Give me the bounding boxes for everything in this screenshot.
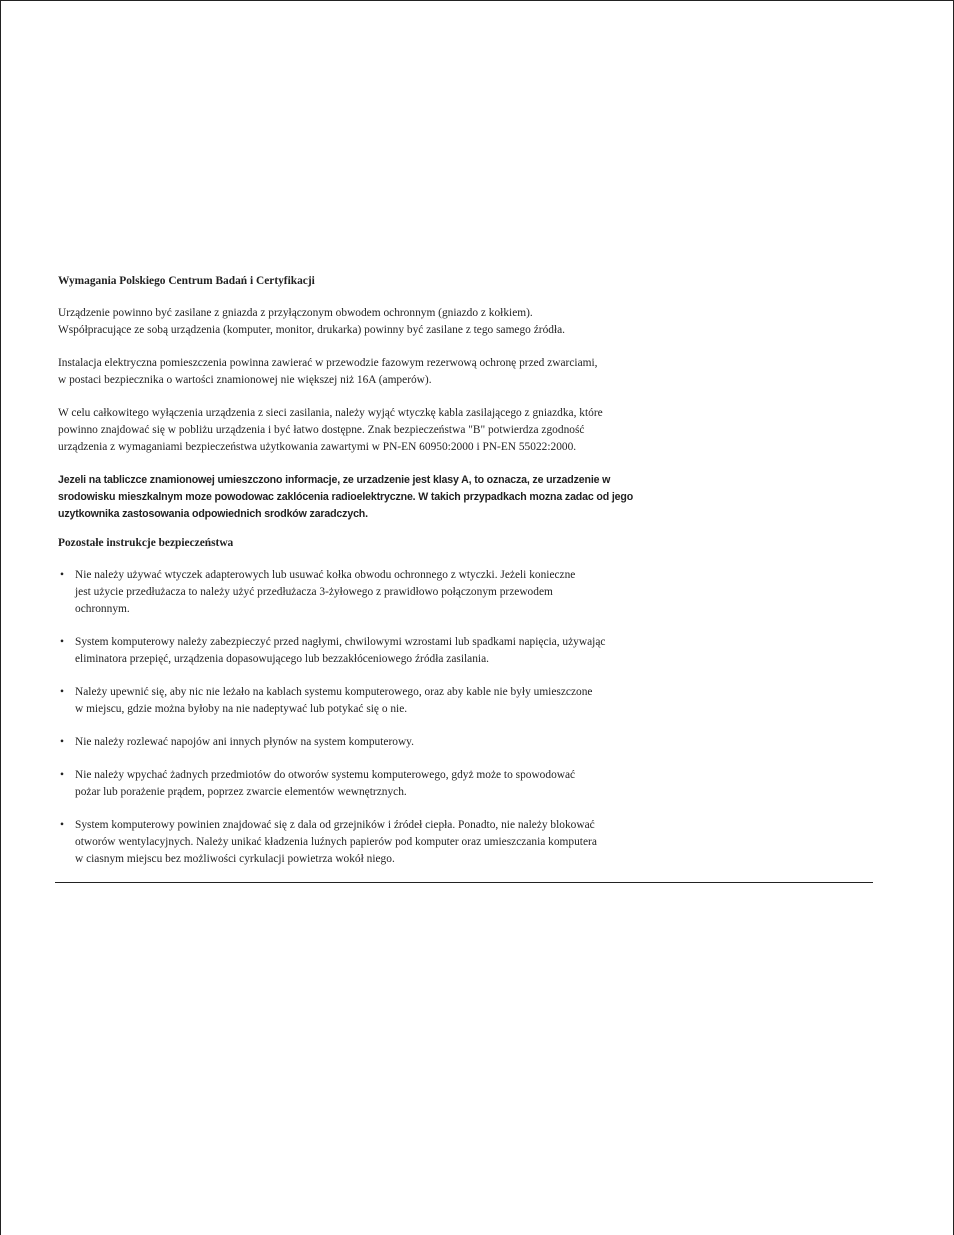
text-line: jest użycie przedłużacza to należy użyć przedłużacza 3-żyłowego z prawidłowo połączonym przewodem (75, 586, 553, 598)
subsection-heading: Pozostałe instrukcje bezpieczeństwa (58, 537, 234, 549)
list-item (58, 734, 718, 751)
text-line: uzytkownika zastosowania odpowiednich srodków zaradczych. (58, 508, 368, 520)
horizontal-divider (55, 882, 873, 883)
list-item (58, 684, 718, 718)
text-line: Jezeli na tabliczce znamionowej umieszczono informacje, ze urzadzenie jest klasy A, to oznacza, ze urzadzenie w (58, 474, 611, 486)
paragraph-disconnection (58, 405, 718, 456)
text-line: urządzenia z wymaganiami bezpieczeństwa użytkowania zawartymi w PN-EN 60950:2000 i PN-EN 55022:2000. (58, 441, 577, 453)
text-line: ochronnym. (75, 603, 130, 615)
text-line: pożar lub porażenie prądem, poprzez zwarcie elementów wewnętrznych. (75, 786, 407, 798)
text-line: System komputerowy powinien znajdować się z dala od grzejników i źródeł ciepła. Ponadto, nie należy blokować (75, 819, 595, 831)
text-line: Należy upewnić się, aby nic nie leżało na kablach systemu komputerowego, oraz aby kable nie były umieszczone (75, 686, 593, 698)
list-item (58, 817, 718, 868)
text-line: srodowisku mieszkalnym moze powodowac zaklócenia radioelektryczne. W takich przypadkach mozna zadac od jego (58, 491, 634, 503)
text-line: System komputerowy należy zabezpieczyć przed nagłymi, chwilowymi wzrostami lub spadkami napięcia, używając (75, 636, 606, 648)
text-line: Instalacja elektryczna pomieszczenia powinna zawierać w przewodzie fazowym rezerwową ochronę przed zwarciami, (58, 357, 598, 369)
text-line: otworów wentylacyjnych. Należy unikać kładzenia luźnych papierów pod komputer oraz umieszczania komputera (75, 836, 597, 848)
list-item (58, 634, 718, 668)
safety-instructions-list (58, 567, 718, 868)
text-line: w ciasnym miejscu bez możliwości cyrkulacji powietrza wokół niego. (75, 853, 395, 865)
text-line: Nie należy wpychać żadnych przedmiotów do otworów systemu komputerowego, gdyż może to spowodować (75, 769, 576, 781)
text-line: w miejscu, gdzie można byłoby na nie nadeptywać lub potykać się o nie. (75, 703, 408, 715)
document-body (58, 273, 718, 884)
paragraph-class-a-notice (58, 472, 718, 523)
paragraph-electrical-installation (58, 355, 718, 389)
section-heading: Wymagania Polskiego Centrum Badań i Certyfikacji (58, 275, 315, 287)
text-line: Urządzenie powinno być zasilane z gniazda z przyłączonym obwodem ochronnym (gniazdo z kołkiem). (58, 307, 533, 319)
text-line: Nie należy używać wtyczek adapterowych lub usuwać kołka obwodu ochronnego z wtyczki. Jeżeli konieczne (75, 569, 576, 581)
text-line: W celu całkowitego wyłączenia urządzenia z sieci zasilania, należy wyjąć wtyczkę kabla zasilającego z gniazdka, które (58, 407, 603, 419)
paragraph-power-supply (58, 305, 718, 339)
list-item (58, 567, 718, 618)
text-line: w postaci bezpiecznika o wartości znamionowej nie większej niż 16A (amperów). (58, 374, 432, 386)
list-item (58, 767, 718, 801)
text-line: eliminatora przepięć, urządzenia dopasowującego lub bezzakłóceniowego źródła zasilania. (75, 653, 489, 665)
text-line: Nie należy rozlewać napojów ani innych płynów na system komputerowy. (75, 736, 414, 748)
text-line: powinno znajdować się w pobliżu urządzenia i być łatwo dostępne. Znak bezpieczeństwa "B" potwierdza zgodność (58, 424, 585, 436)
text-line: Współpracujące ze sobą urządzenia (komputer, monitor, drukarka) powinny być zasilane z tego samego źródła. (58, 324, 566, 336)
